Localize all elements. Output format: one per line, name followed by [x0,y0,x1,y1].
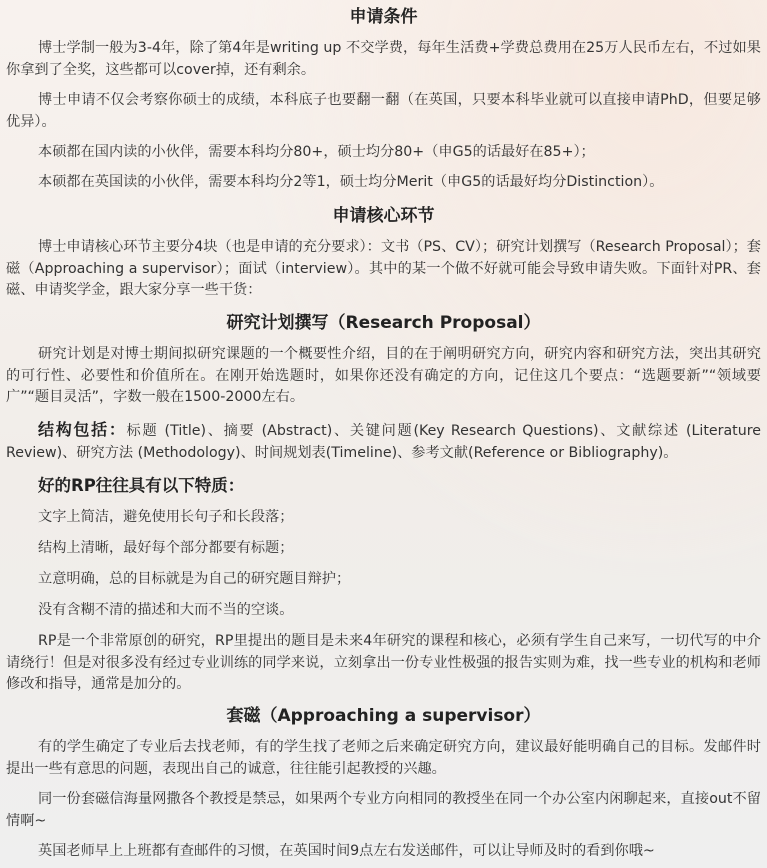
list-item: 立意明确，总的目标就是为自己的研究题目辩护； [38,571,351,587]
paragraph: 博士申请不仅会考察你硕士的成绩，本科底子也要翻一翻（在英国，只要本科毕业就可以直接申请PhD，但要足够优异）。 [6,92,761,130]
paragraph: 博士学制一般为3-4年，除了第4年是writing up 不交学费，每年生活费+学费总费用在25万人民币左右，不过如果你拿到了全奖，这些都可以cover掉，还有剩余。 [6,40,761,78]
section-title-research-proposal: 研究计划撰写（Research Proposal） [226,313,541,333]
structure-label: 结构包括： [38,420,127,439]
paragraph: 博士申请核心环节主要分4块（也是申请的充分要求）：文书（PS、CV）；研究计划撰写（Research Proposal）；套磁（Approaching a supervisor）；面试（interview）。其中的某一个做不好就可能会导致申请失败。下面针对PR、套磁、申请奖学金，跟大家分享一些干货： [6,239,761,298]
paragraph: 英国老师早上上班都有查邮件的习惯，在英国时间9点左右发送邮件，可以让导师及时的看到你哦~ [38,843,655,859]
structure-text: 标题 (Title)、摘要 (Abstract)、关键问题(Key Research Questions)、文献综述 (Literature Review)、研究方法 (Methodology)、时间规划表(Timeline)、参考文献(Reference or Bibliography)。 [6,423,761,461]
paragraph: RP是一个非常原创的研究，RP里提出的题目是未来4年研究的课程和核心，必须有学生自己来写，一切代写的中介请绕行！但是对很多没有经过专业训练的同学来说，立刻拿出一份专业性极强的报告实则为难，找一些专业的机构和老师修改和指导，通常是加分的。 [6,633,761,692]
list-item: 文字上简洁，避免使用长句子和长段落； [38,509,294,525]
paragraph: 研究计划是对博士期间拟研究课题的一个概要性介绍，目的在于阐明研究方向，研究内容和研究方法，突出其研究的可行性、必要性和价值所在。在刚开始选题时，如果你还没有确定的方向，记住这几个要点：“选题要新”“领域要广”“题目灵活”，字数一般在1500-2000左右。 [6,346,761,405]
paragraph: 本硕都在国内读的小伙伴，需要本科均分80+，硕士均分80+（申G5的话最好在85+）； [38,144,595,160]
section-title-conditions: 申请条件 [349,7,418,27]
paragraph: 本硕都在英国读的小伙伴，需要本科均分2等1，硕士均分Merit（申G5的话最好均分Distinction）。 [38,174,664,190]
paragraph: 有的学生确定了专业后去找老师，有的学生找了老师之后来确定研究方向，建议最好能明确自己的目标。发邮件时提出一些有意思的问题，表现出自己的诚意，往往能引起教授的兴趣。 [6,739,761,777]
rp-qualities-title: 好的RP往往具有以下特质： [38,476,245,495]
list-item: 没有含糊不清的描述和大而不当的空谈。 [38,602,294,618]
paragraph: 同一份套磁信海量网撒各个教授是禁忌，如果两个专业方向相同的教授坐在同一个办公室内闲聊起来，直接out不留情啊~ [6,791,761,829]
structure-paragraph [6,419,761,464]
section-title-supervisor: 套磁（Approaching a supervisor） [226,706,541,726]
section-title-core: 申请核心环节 [332,206,435,226]
list-item: 结构上清晰，最好每个部分都要有标题； [38,540,294,556]
